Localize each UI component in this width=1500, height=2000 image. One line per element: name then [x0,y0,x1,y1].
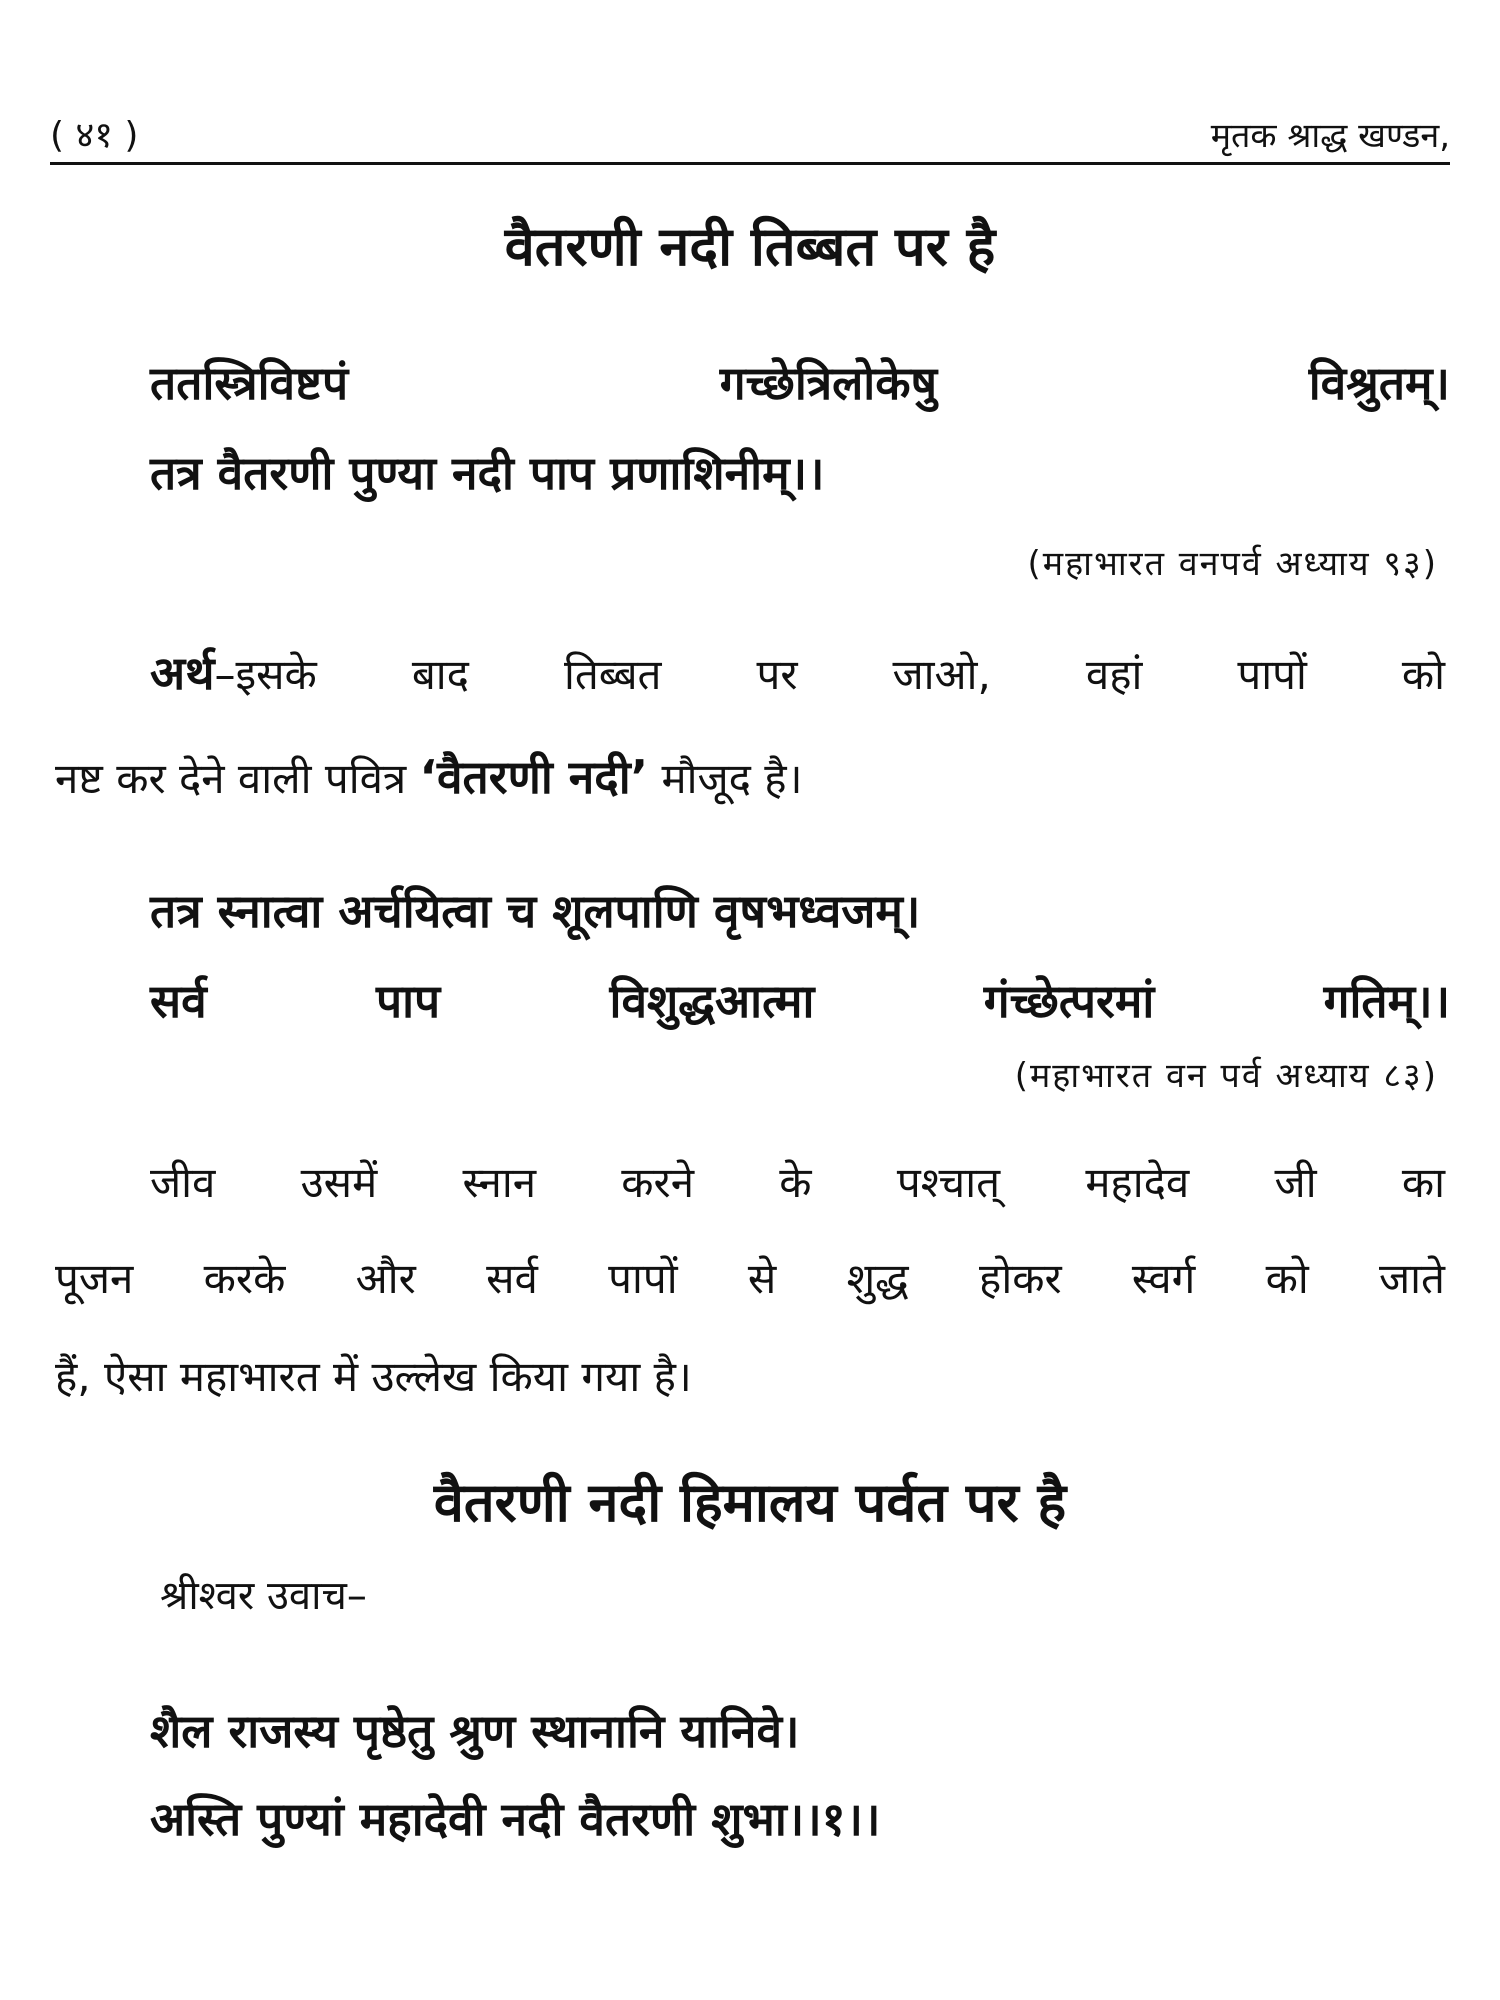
running-title: मृतक श्राद्ध खण्डन, [1210,116,1450,156]
explanation-line-2: पूजन करके और सर्व पापों से शुद्ध होकर स्वर्ग को जाते [55,1254,1445,1303]
page-header [50,108,1450,164]
meaning-line-1 [150,644,1445,704]
explanation-line-3: हैं, ऐसा महाभारत में उल्लेख किया गया है। [55,1352,692,1401]
meaning-text-2b: मौजूद है। [648,754,803,803]
verse3-line-1: शैल राजस्य पृष्ठेतु श्रुण स्थानानि यानिवे। [150,1704,800,1758]
meaning-river-name: ‘वैतरणी नदी’ [419,750,649,804]
verse3-line-2: अस्ति पुण्यां महादेवी नदी वैतरणी शुभा।।१।। [150,1792,881,1846]
citation-vanparva-83: (महाभारत वन पर्व अध्याय ८३) [1014,1056,1438,1096]
explanation-line-1: जीव उसमें स्नान करने के पश्चात् महादेव जी का [150,1158,1445,1207]
meaning-text-2a: नष्ट कर देने वाली पवित्र [55,754,420,803]
verse2-line-2: सर्व पाप विशुद्धआत्मा गंच्छेत्परमां गतिम्।। [150,974,1450,1028]
section-heading-himalaya: वैतरणी नदी हिमालय पर्वत पर है [433,1471,1067,1534]
page-number: ( ४१ ) [50,115,139,156]
meaning-line-2 [55,748,1445,808]
header-rule [50,162,1450,165]
meaning-label: अर्थ [150,646,215,700]
speaker-line: श्रीश्वर उवाच– [160,1573,367,1619]
verse-line-2: तत्र वैतरणी पुण्या नदी पाप प्रणाशिनीम्।। [150,446,825,500]
verse-line-1: ततस्त्रिविष्टपं गच्छेत्रिलोकेषु विश्रुतम्। [150,356,1450,410]
section-heading-tibet: वैतरणी नदी तिब्बत पर है [504,215,996,278]
citation-vanparva-93: (महाभारत वनपर्व अध्याय ९३) [1027,544,1438,584]
verse2-line-1: तत्र स्नात्वा अर्चयित्वा च शूलपाणि वृषभध्वजम्। [150,884,921,938]
meaning-text-1: –इसके बाद तिब्बत पर जाओ, वहां पापों को [214,650,1445,699]
